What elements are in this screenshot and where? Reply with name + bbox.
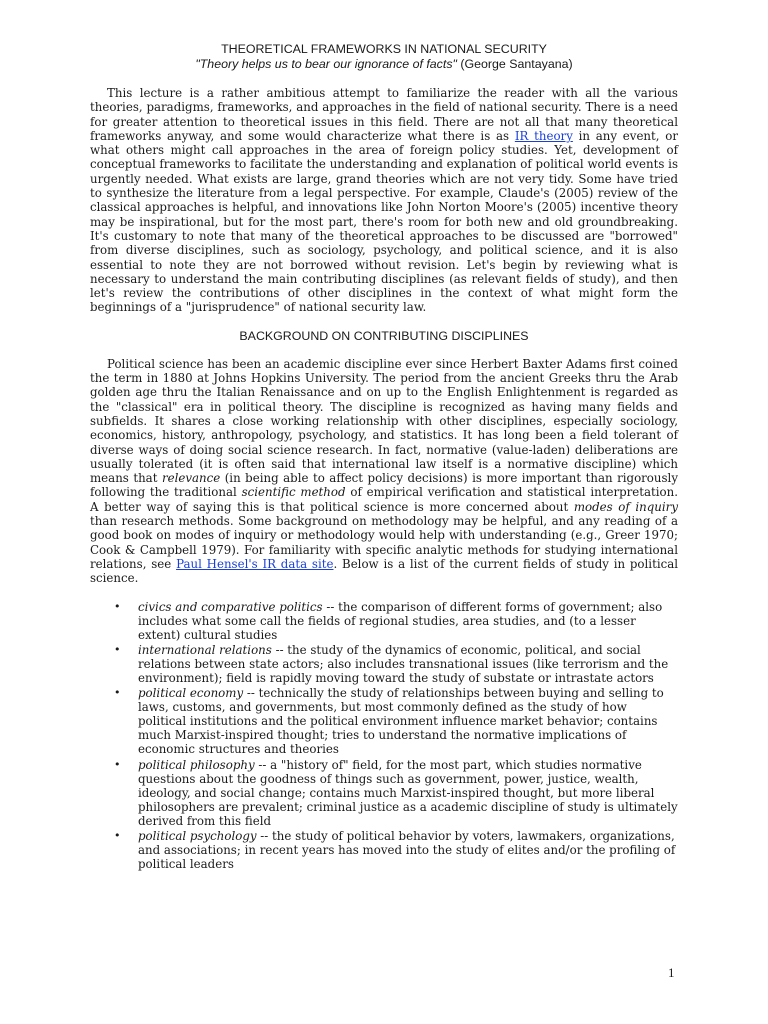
document-body — [90, 42, 678, 872]
bullet-icon: • — [114, 829, 121, 842]
epigraph-author: (George Santayana) — [456, 57, 573, 71]
field-description: -- the study of political behavior by voters, lawmakers, organizations, and associations; in recent years has moved into the study of elites and/or the profiling of political leaders — [138, 829, 676, 872]
body-text-2: (in being able to affect policy decisions) is more important than rigorously following the traditional — [90, 471, 678, 500]
hensel-data-site-link[interactable]: Paul Hensel's IR data site — [176, 556, 334, 571]
field-term: political philosophy — [138, 757, 255, 772]
list-item — [90, 758, 678, 828]
list-item — [90, 829, 678, 871]
intro-text-1: This lecture is a rather ambitious attempt to familiarize the reader with all the various theories, paradigms, frameworks, and approaches in the field of national security. There is a need for greater attention to theoretical issues in this field. There are not all that many theoretical frameworks anyway, and some would characterize what there is as — [90, 86, 678, 143]
bullet-icon: • — [114, 642, 121, 656]
field-description: -- technically the study of relationships between buying and selling to laws, customs, and governments, but most commonly defined as the study of how political institutions and the political environment influence market behavior; contains much Marxist-inspired thought; tries to understand the normative implications of economic structures and theories — [138, 686, 664, 757]
field-term: political economy — [138, 686, 244, 701]
fields-list — [90, 600, 678, 872]
epigraph — [90, 57, 678, 72]
epigraph-quote: "Theory helps us to bear our ignorance of facts" — [195, 57, 457, 71]
body-text-3: of empirical verification and statistical interpretation. A better way of saying this is that political science is more concerned about — [90, 485, 678, 514]
list-item — [90, 600, 678, 642]
body-text-4: than research methods. Some background on methodology may be helpful, and any reading of a good book on modes of inquiry or methodology would help with understanding (e.g., Greer 1970; Cook & Campbell 1979). For familiarity with specific analytic methods for studying international relations, see — [90, 514, 678, 571]
intro-paragraph — [90, 86, 678, 315]
list-item — [90, 686, 678, 756]
bullet-icon: • — [114, 686, 121, 700]
emphasis-modes-of-inquiry: modes of inquiry — [573, 499, 678, 514]
page-number: 1 — [668, 965, 675, 980]
bullet-icon: • — [114, 757, 121, 771]
emphasis-scientific-method: scientific method — [241, 485, 346, 500]
bullet-icon: • — [114, 599, 121, 613]
field-term: civics and comparative politics — [138, 599, 323, 614]
field-description: -- a "history of" field, for the most part, which studies normative questions about the goodness of things such as government, power, justice, wealth, ideology, and social change; contains much Marxist-inspired thought, but more liberal philosophers are prevalent; criminal justice as a academic discipline of study is ultimately derived from this field — [138, 757, 678, 828]
field-term: political psychology — [138, 829, 257, 843]
field-term: international relations — [138, 642, 272, 657]
intro-text-2: in any event, or what others might call approaches in the area of foreign policy studies. Yet, development of conceptual frameworks to facilitate the understanding and explanation of political world events is urgently needed. What exists are large, grand theories which are not very tidy. Some have tried to synthesize the literature from a legal perspective. For example, Claude's (2005) review of the classical approaches is helpful, and innovations like John Norton Moore's (2005) incentive theory may be inspirational, but for the most part, there's room for both new and old groundbreaking. It's customary to note that many of the theoretical approaches to be discussed are "borrowed" from diverse disciplines, such as sociology, psychology, and political science, and it is also essential to note they are not borrowed without revision. Let's begin by reviewing what is necessary to understand the main contributing disciplines (as relevant fields of study), and then let's review the contributions of other disciplines in the context of what might form the beginnings of a "jurisprudence" of national security law. — [90, 128, 679, 315]
section-heading: BACKGROUND ON CONTRIBUTING DISCIPLINES — [239, 328, 529, 343]
body-paragraph — [90, 357, 678, 586]
list-item — [90, 643, 678, 685]
body-text-5: . Below is a list of the current fields of study in political science. — [90, 556, 679, 586]
body-text-1: Political science has been an academic discipline ever since Herbert Baxter Adams first coined the term in 1880 at Johns Hopkins University. The period from the ancient Greeks thru the Arab golden age thru the Italian Renaissance and on up to the English Enlightenment is regarded as the "classical" era in political theory. The discipline is recognized as having many fields and subfields. It shares a close working relationship with other disciplines, especially sociology, economics, history, anthropology, psychology, and statistics. It has long been a field tolerant of diverse ways of doing social science research. In fact, normative (value-laden) deliberations are usually tolerated (it is often said that international law itself is a normative discipline) which means that — [90, 356, 678, 486]
field-description: -- the comparison of different forms of government; also includes what some call the fields of regional studies, area studies, and (to a lesser extent) cultural studies — [138, 599, 663, 642]
document-title: THEORETICAL FRAMEWORKS IN NATIONAL SECURITY — [221, 42, 547, 56]
field-description: -- the study of the dynamics of economic, political, and social relations between state actors; also includes transnational issues (like terrorism and the environment); field is rapidly moving toward the study of substate or intrastate actors — [138, 642, 669, 685]
ir-theory-link[interactable]: IR theory — [514, 128, 573, 143]
emphasis-relevance: relevance — [161, 471, 221, 486]
